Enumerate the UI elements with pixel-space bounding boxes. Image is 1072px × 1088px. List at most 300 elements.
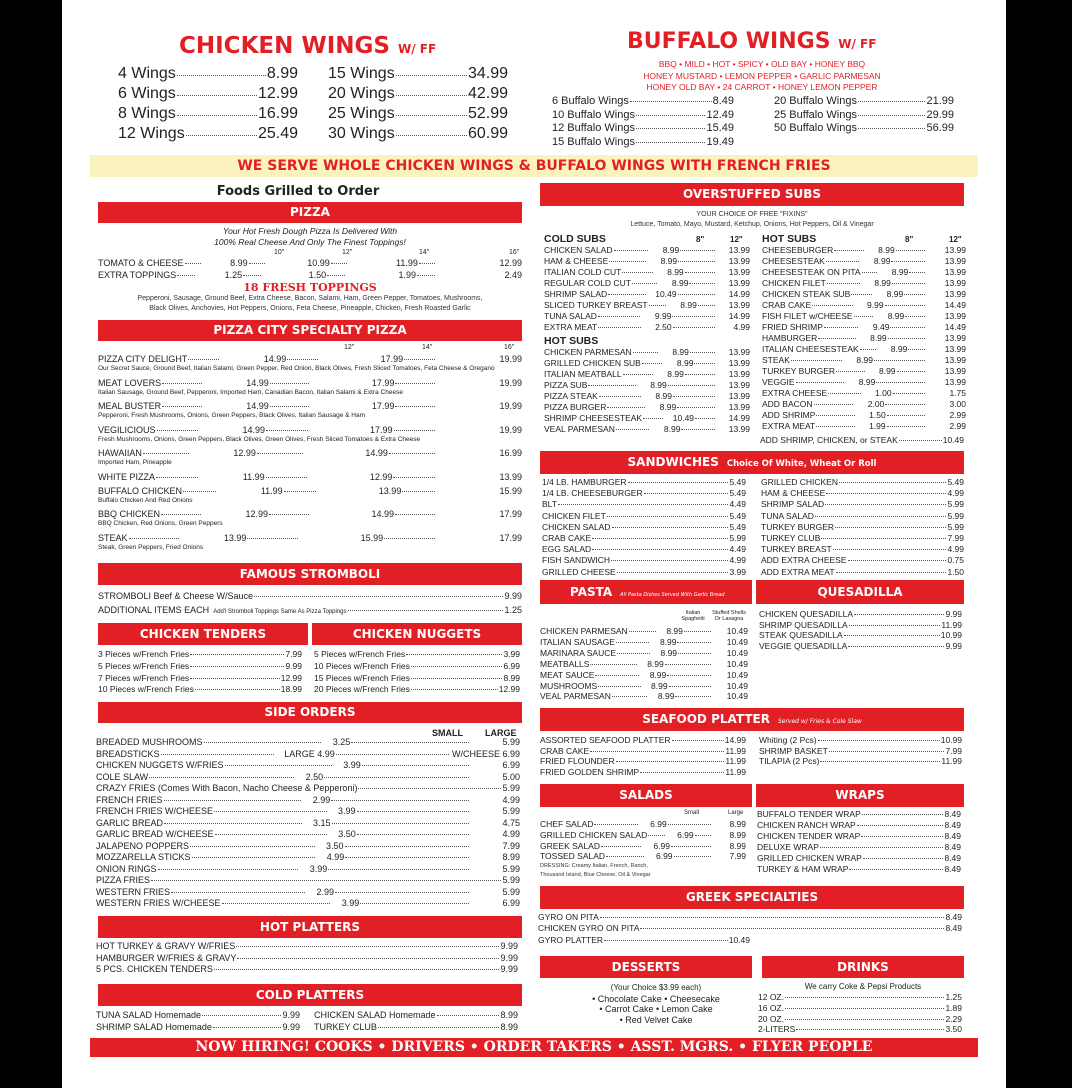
specialty-pizza-dots	[157, 430, 199, 431]
salad-price: 8.99	[729, 840, 746, 851]
side-order-price: 3.99	[309, 863, 328, 874]
salad-dots	[695, 835, 711, 836]
nuggets-name: 10 Pieces w/French Fries	[314, 660, 410, 671]
greek-price: 8.49	[945, 912, 962, 922]
hot-sub-dots	[854, 316, 874, 317]
drink-row	[758, 1014, 962, 1024]
tenders-price: 12.99	[280, 672, 302, 683]
pasta-dots	[598, 686, 640, 687]
specialty-pizza-row	[98, 486, 522, 496]
buffalo-wings-price: 15.49	[706, 122, 734, 134]
greek-price: 10.49	[728, 935, 750, 945]
chicken-wings-price: 16.99	[257, 105, 298, 122]
hot-sub-name: EXTRA MEAT	[762, 421, 816, 431]
hot-sub-price: 1.99	[869, 421, 886, 431]
pizza-header: PIZZA	[98, 202, 522, 223]
specialty-pizza-row	[98, 401, 522, 411]
pasta-dots	[669, 686, 711, 687]
hot-sub-dots	[887, 415, 925, 416]
specialty-pizza-price: 14.99	[365, 448, 388, 458]
salad-dots	[606, 856, 643, 857]
stromboli-row	[98, 591, 522, 601]
specialty-pizza-row	[98, 509, 522, 519]
greek-dots	[640, 928, 944, 929]
cold-sub-dots	[689, 283, 715, 284]
pasta-col1: Italian Spaghetti	[681, 610, 705, 622]
salads-small-label: Small	[684, 810, 700, 816]
side-order-name: COLE SLAW	[96, 771, 149, 782]
pizza-price: 1.25	[224, 270, 243, 280]
cold-sub-dots	[678, 294, 715, 295]
side-order-dots	[336, 754, 449, 755]
buffalo-wings-name: 20 Buffalo Wings	[774, 95, 857, 107]
chicken-wings-dots	[396, 115, 467, 116]
hot-platters-header: HOT PLATTERS	[98, 916, 522, 938]
drink-name: 12 OZ.	[758, 992, 784, 1002]
specialty-pizza-price: 19.99	[499, 377, 522, 388]
specialty-pizza-dots	[404, 359, 435, 360]
side-order-dots	[192, 857, 316, 858]
specialty-pizza-price: 17.99	[371, 401, 395, 411]
sandwich-name: BLT	[542, 499, 557, 510]
sandwich-dots	[558, 504, 728, 505]
specialty-pizza-row	[98, 533, 522, 543]
pasta-dots	[667, 675, 711, 676]
pasta-row	[540, 659, 748, 669]
hot-sub-dots	[816, 415, 854, 416]
cold-sub-price: 13.99	[728, 300, 750, 310]
seafood-dots	[640, 772, 724, 773]
side-order-price: W/CHEESE 6.99	[451, 748, 520, 759]
seafood-name: Whiting (2 Pcs)	[759, 735, 817, 745]
nuggets-dots	[411, 678, 503, 679]
hot-platter-name: HOT TURKEY & GRAVY W/FRIES	[96, 941, 236, 951]
specialty-pizza-name: BBQ CHICKEN	[98, 509, 161, 519]
cold-platter-dots	[202, 1015, 281, 1016]
hot-sub-row	[762, 245, 966, 255]
salad-dots	[671, 846, 711, 847]
side-order-dots	[171, 892, 305, 893]
sandwich-name: ADD EXTRA MEAT	[761, 566, 835, 577]
hot-sub-dots	[812, 305, 852, 306]
cold-sub-price: 13.99	[728, 267, 750, 277]
sandwich-row	[542, 533, 746, 543]
sandwich-row	[761, 522, 964, 532]
hot-sub-price: 1.50	[869, 410, 886, 420]
buffalo-wings-row	[552, 109, 734, 121]
pasta-row	[540, 648, 748, 658]
hot-sub-row	[762, 267, 966, 277]
sandwich-row	[761, 544, 964, 554]
hot-sub-price: 13.99	[944, 344, 966, 354]
cold-sub-dots	[614, 250, 649, 251]
side-order-price: 3.50	[326, 840, 344, 851]
hot-sub-price: 8.99	[659, 402, 677, 412]
greek-name: GYRO ON PITA	[538, 912, 599, 922]
hot-sub-dots	[818, 338, 855, 339]
side-order-price: 5.99	[502, 875, 520, 885]
hot-sub-dots	[599, 396, 641, 397]
sandwich-price: 1.50	[947, 566, 964, 577]
specialty-pizza-name: WHITE PIZZA	[98, 471, 155, 482]
hot-sub-dots	[909, 272, 925, 273]
side-order-dots	[151, 880, 501, 881]
cold-platter-name: TUNA SALAD Homemade	[96, 1010, 202, 1020]
side-order-row	[96, 887, 520, 897]
specialty-desc: Imported Ham, Pineapple	[98, 459, 172, 466]
specialty-pizza-price: 13.99	[378, 485, 402, 496]
hot-sub-name: PIZZA BURGER	[544, 402, 607, 412]
specialty-pizza-price: 12.99	[233, 448, 256, 458]
hot-sub-dots	[791, 360, 842, 361]
tenders-row	[98, 649, 302, 659]
desserts-list: (Your Choice $3.99 each) • Chocolate Cake • Cheesecake • Carrot Cake • Lemon Cake • Red Velvet Cake	[592, 983, 720, 1025]
now-hiring-footer: NOW HIRING! COOKS • DRIVERS • ORDER TAKERS • ASST. MGRS. • FLYER PEOPLE	[90, 1038, 978, 1057]
hot-sub-dots	[892, 283, 925, 284]
hot-sub-price: 10.49	[672, 413, 695, 423]
hot-sub-price: 13.99	[944, 377, 966, 387]
drink-row	[758, 1024, 962, 1034]
hot-sub-row	[762, 399, 966, 409]
salad-dots	[648, 835, 664, 836]
wrap-dots	[861, 836, 943, 837]
side-order-row	[96, 829, 520, 839]
hot-sub-dots	[904, 294, 925, 295]
seafood-dots	[616, 761, 725, 762]
sandwich-dots	[836, 572, 947, 573]
side-order-price: 4.75	[502, 817, 520, 828]
pizza-row	[98, 270, 522, 280]
sandwich-row	[761, 477, 964, 487]
drinks-note: We carry Coke & Pepsi Products	[804, 982, 922, 991]
stromboli-dots	[254, 596, 503, 597]
pasta-name: VEAL PARMESAN	[540, 691, 611, 702]
hot-sub-dots	[876, 382, 925, 383]
side-order-price: 4.99	[326, 852, 345, 862]
side-order-dots	[324, 777, 469, 778]
side-order-price: 2.50	[305, 771, 324, 782]
specialty-pizza-dots	[270, 383, 310, 384]
cold-sub-row	[544, 278, 750, 288]
hot-subs-title-right: HOT SUBS	[762, 233, 817, 245]
buffalo-wings-dots	[858, 115, 926, 116]
drinks-header: DRINKS	[762, 956, 964, 978]
specialty-pizza-price: 13.99	[499, 471, 522, 482]
cold-platter-price: 8.99	[500, 1022, 518, 1032]
quesadilla-name: CHICKEN QUESADILLA	[759, 609, 853, 619]
subs-size-8-left: 8"	[696, 235, 705, 244]
hot-sub-price: 8.99	[650, 380, 667, 390]
chicken-wings-name: 30 Wings	[328, 125, 395, 142]
hot-sub-price: 13.99	[728, 424, 750, 434]
salad-row	[540, 830, 746, 840]
sandwich-name: TUNA SALAD	[761, 510, 814, 521]
cold-platter-name: TURKEY CLUB	[314, 1022, 377, 1032]
sandwich-dots	[815, 516, 947, 517]
chicken-wings-price: 42.99	[467, 85, 508, 102]
pizza-price: 1.99	[398, 270, 417, 280]
side-order-price: 3.50	[338, 829, 356, 839]
hot-sub-price: 8.99	[655, 391, 672, 401]
hot-sub-row	[762, 410, 966, 420]
cold-sub-name: CHICKEN SALAD	[544, 245, 613, 255]
hot-sub-dots	[851, 294, 872, 295]
nuggets-price: 3.99	[503, 649, 520, 659]
greek-row	[538, 912, 962, 922]
wrap-row	[757, 820, 961, 830]
pasta-header: PASTA All Pasta Dishes Served With Garlic Bread	[540, 580, 752, 604]
side-order-price: 3.99	[343, 760, 361, 770]
hot-sub-dots	[899, 440, 942, 441]
cold-sub-name: TUNA SALAD	[544, 311, 597, 321]
side-order-row	[96, 898, 520, 908]
drink-row	[758, 1003, 962, 1013]
hot-sub-price: 8.99	[878, 245, 895, 255]
specialty-pizza-price: 17.99	[499, 532, 522, 543]
pasta-row	[540, 637, 748, 647]
specialty-pizza-dots	[156, 477, 198, 478]
sandwich-row	[761, 488, 964, 498]
sandwich-dots	[611, 560, 728, 561]
cold-platters-header: COLD PLATTERS	[98, 984, 522, 1006]
hot-sub-price: 13.99	[728, 347, 750, 357]
chicken-wings-row	[118, 125, 298, 143]
hot-sub-dots	[643, 418, 663, 419]
chicken-wings-row	[118, 65, 298, 83]
seafood-name: ASSORTED SEAFOOD PLATTER	[540, 735, 671, 745]
hot-sub-dots	[642, 363, 663, 364]
salad-name: GREEK SALAD	[540, 840, 600, 851]
cold-sub-dots	[608, 294, 645, 295]
drink-name: 16 OZ.	[758, 1002, 784, 1013]
salad-name: TOSSED SALAD	[540, 851, 606, 862]
salads-header: SALADS	[540, 784, 752, 807]
tenders-dots	[190, 666, 284, 667]
side-order-row	[96, 772, 520, 782]
sandwich-dots	[826, 493, 946, 494]
cold-sub-dots	[632, 283, 658, 284]
specialty-pizza-name: STEAK	[98, 532, 128, 543]
specialty-pizza-price: 15.99	[499, 485, 522, 496]
buffalo-wings-name: 25 Buffalo Wings	[774, 108, 857, 121]
quesadilla-row	[759, 620, 962, 630]
chicken-wings-price: 25.49	[257, 125, 298, 142]
specialty-pizza-dots	[389, 453, 435, 454]
specialty-pizza-dots	[394, 430, 436, 431]
side-order-row	[96, 783, 520, 793]
pasta-row	[540, 691, 748, 701]
side-order-dots	[225, 765, 332, 766]
seafood-name: FRIED FLOUNDER	[540, 756, 615, 766]
pizza-dots	[177, 275, 195, 276]
sandwich-price: 4.49	[729, 544, 746, 555]
side-order-row	[96, 737, 520, 747]
side-order-name: WESTERN FRIES	[96, 886, 171, 897]
side-order-dots	[222, 903, 331, 904]
side-small-label: SMALL	[432, 728, 463, 738]
seafood-name: TILAPIA (2 Pcs)	[759, 756, 820, 766]
cold-sub-row	[544, 322, 750, 332]
hot-sub-dots	[834, 250, 863, 251]
buffalo-wings-name: 6 Buffalo Wings	[552, 95, 629, 107]
pasta-row	[540, 626, 748, 636]
specialty-pizza-name: HAWAIIAN	[98, 448, 142, 458]
nuggets-row	[314, 684, 520, 694]
whole-wings-banner: WE SERVE WHOLE CHICKEN WINGS & BUFFALO WINGS WITH FRENCH FRIES	[90, 155, 978, 177]
cold-sub-dots	[673, 327, 715, 328]
hot-sub-dots	[668, 385, 715, 386]
buffalo-wings-price: 19.49	[706, 135, 734, 148]
hot-sub-row	[544, 424, 750, 434]
sandwich-price: 5.49	[729, 488, 746, 499]
greek-name: GYRO PLATTER	[538, 935, 604, 945]
buffalo-wings-row	[552, 122, 734, 134]
hot-sub-price: 8.99	[887, 311, 905, 321]
hot-sub-dots	[887, 426, 925, 427]
pasta-price: 10.49	[726, 647, 748, 658]
side-order-price: 5.00	[502, 771, 520, 782]
hot-sub-dots	[814, 404, 854, 405]
hot-sub-row	[544, 358, 750, 368]
side-order-name: FRENCH FRIES	[96, 794, 163, 805]
hot-sub-dots	[862, 272, 878, 273]
specialty-pizza-row	[98, 448, 522, 458]
seafood-name: SHRIMP BASKET	[759, 745, 828, 756]
cold-sub-price: 14.99	[728, 289, 750, 299]
quesadilla-name: SHRIMP QUESADILLA	[759, 619, 848, 630]
hot-sub-name: ITALIAN MEATBALL	[544, 369, 622, 379]
hot-sub-price: 13.99	[944, 245, 966, 255]
tenders-header: CHICKEN TENDERS	[98, 623, 308, 645]
pasta-col2: Stuffed Shells Or Lasagna	[712, 610, 746, 622]
hot-sub-price: 8.99	[858, 377, 876, 387]
pasta-price: 8.99	[649, 669, 667, 680]
specialty-pizza-price: 13.99	[223, 532, 247, 543]
tenders-row	[98, 684, 302, 694]
pasta-price: 10.49	[726, 636, 748, 647]
hot-sub-dots	[890, 327, 925, 328]
sandwich-dots	[644, 493, 729, 494]
quesadilla-name: VEGGIE QUESADILLA	[759, 640, 848, 651]
pasta-dots	[629, 631, 656, 632]
buffalo-flavors: BBQ • MILD • HOT • SPICY • OLD BAY • HONEY BBQ HONEY MUSTARD • LEMON PEPPER • GARLIC PARMESAN HONEY OLD BAY • 24 CARROT • HONEY LEMON PEPPER	[643, 59, 881, 92]
chicken-wings-dots	[186, 135, 257, 136]
greek-row	[538, 935, 750, 945]
hot-sub-price: 1.75	[949, 388, 966, 398]
hot-sub-name: FRIED SHRIMP	[762, 322, 823, 332]
tenders-name: 5 Pieces w/French Fries	[98, 660, 190, 671]
specialty-pizza-header: PIZZA CITY SPECIALTY PIZZA	[98, 320, 522, 341]
pasta-dots	[675, 696, 711, 697]
hot-sub-price: 13.99	[944, 366, 966, 376]
cold-sub-dots	[678, 261, 715, 262]
sandwich-name: FISH SANDWICH	[542, 555, 610, 566]
cold-platter-row	[314, 1022, 518, 1032]
chicken-wings-dots	[396, 135, 467, 136]
chicken-wings-row	[328, 125, 508, 143]
hot-platter-price: 9.99	[500, 941, 518, 951]
wrap-dots	[862, 814, 944, 815]
hot-platter-price: 9.99	[500, 964, 518, 974]
pasta-dots	[665, 664, 711, 665]
specialty-pizza-price: 17.99	[369, 424, 393, 435]
side-order-name: BREADED MUSHROOMS	[96, 737, 203, 747]
nuggets-row	[314, 661, 520, 671]
pasta-price: 8.99	[647, 658, 664, 669]
hot-sub-dots	[905, 316, 925, 317]
sandwich-price: 5.99	[947, 521, 964, 532]
specialty-pizza-dots	[395, 514, 435, 515]
side-order-dots	[357, 811, 470, 812]
quesadilla-price: 9.99	[945, 609, 962, 619]
side-order-price: 5.99	[502, 737, 520, 747]
tenders-name: 10 Pieces w/French Fries	[98, 684, 194, 695]
hot-sub-name: CHICKEN STEAK SUB	[762, 289, 851, 299]
tenders-dots	[190, 654, 284, 655]
specialty-pizza-dots	[129, 538, 180, 539]
side-order-price: 4.99	[502, 829, 520, 839]
chicken-wings-name: 20 Wings	[328, 85, 395, 102]
sandwich-row	[542, 511, 746, 521]
salad-price: 8.99	[729, 829, 746, 840]
specialty-pizza-dots	[188, 359, 219, 360]
nuggets-row	[314, 673, 520, 683]
cold-sub-dots	[622, 272, 652, 273]
seafood-name: FRIED GOLDEN SHRIMP	[540, 766, 640, 777]
specialty-pizza-row	[98, 472, 522, 482]
hot-sub-price: 14.49	[944, 300, 966, 310]
specialty-pizza-dots	[402, 491, 435, 492]
hot-sub-dots	[860, 349, 877, 350]
specialty-desc: Our Secret Sauce, Ground Beef, Italian Salami, Green Pepper, Red Onion, Black Olives, Fresh Sliced Tomatoes, Feta Cheese & Oregano	[98, 365, 495, 372]
pasta-price: 8.99	[651, 680, 668, 691]
buffalo-wings-row	[774, 122, 954, 134]
seafood-price: 10.99	[940, 735, 962, 745]
hot-sub-name: PIZZA SUB	[544, 380, 588, 390]
specialty-pizza-dots	[257, 453, 303, 454]
hot-sub-price: 8.99	[667, 369, 684, 379]
side-order-row	[96, 749, 520, 759]
specialty-pizza-price: 15.99	[360, 532, 384, 543]
sandwich-dots	[592, 549, 728, 550]
hot-sub-dots	[695, 418, 715, 419]
hot-sub-name: ADD BACON	[762, 399, 813, 409]
specialty-pizza-name: PIZZA CITY DELIGHT	[98, 354, 188, 364]
hot-sub-price: 3.00	[949, 399, 966, 409]
side-order-price: 5.99	[502, 886, 520, 897]
buffalo-wings-name: 12 Buffalo Wings	[552, 122, 635, 134]
nuggets-name: 5 Pieces w/French Fries	[314, 649, 406, 659]
wrap-row	[757, 853, 961, 863]
cold-sub-name: HAM & CHEESE	[544, 256, 609, 266]
specialty-pizza-price: 17.99	[371, 377, 395, 388]
nuggets-price: 6.99	[503, 660, 520, 671]
grilled-to-order-title: Foods Grilled to Order	[216, 184, 380, 199]
chicken-wings-row	[118, 85, 298, 103]
pasta-name: CHICKEN PARMESAN	[540, 626, 628, 636]
buffalo-wings-name: 50 Buffalo Wings	[774, 122, 857, 134]
cold-sub-name: ITALIAN COLD CUT	[544, 267, 622, 277]
specialty-pizza-row	[98, 425, 522, 435]
tenders-name: 3 Pieces w/French Fries	[98, 649, 190, 659]
hot-sub-price: 14.49	[944, 322, 966, 332]
specialty-pizza-name: BUFFALO CHICKEN	[98, 485, 183, 496]
specialty-pizza-price: 11.99	[260, 485, 283, 496]
hot-platter-row	[96, 953, 518, 963]
salad-price: 7.99	[729, 851, 746, 862]
specialty-desc: Buffalo Chicken And Red Onions	[98, 496, 193, 504]
salad-row	[540, 851, 746, 861]
